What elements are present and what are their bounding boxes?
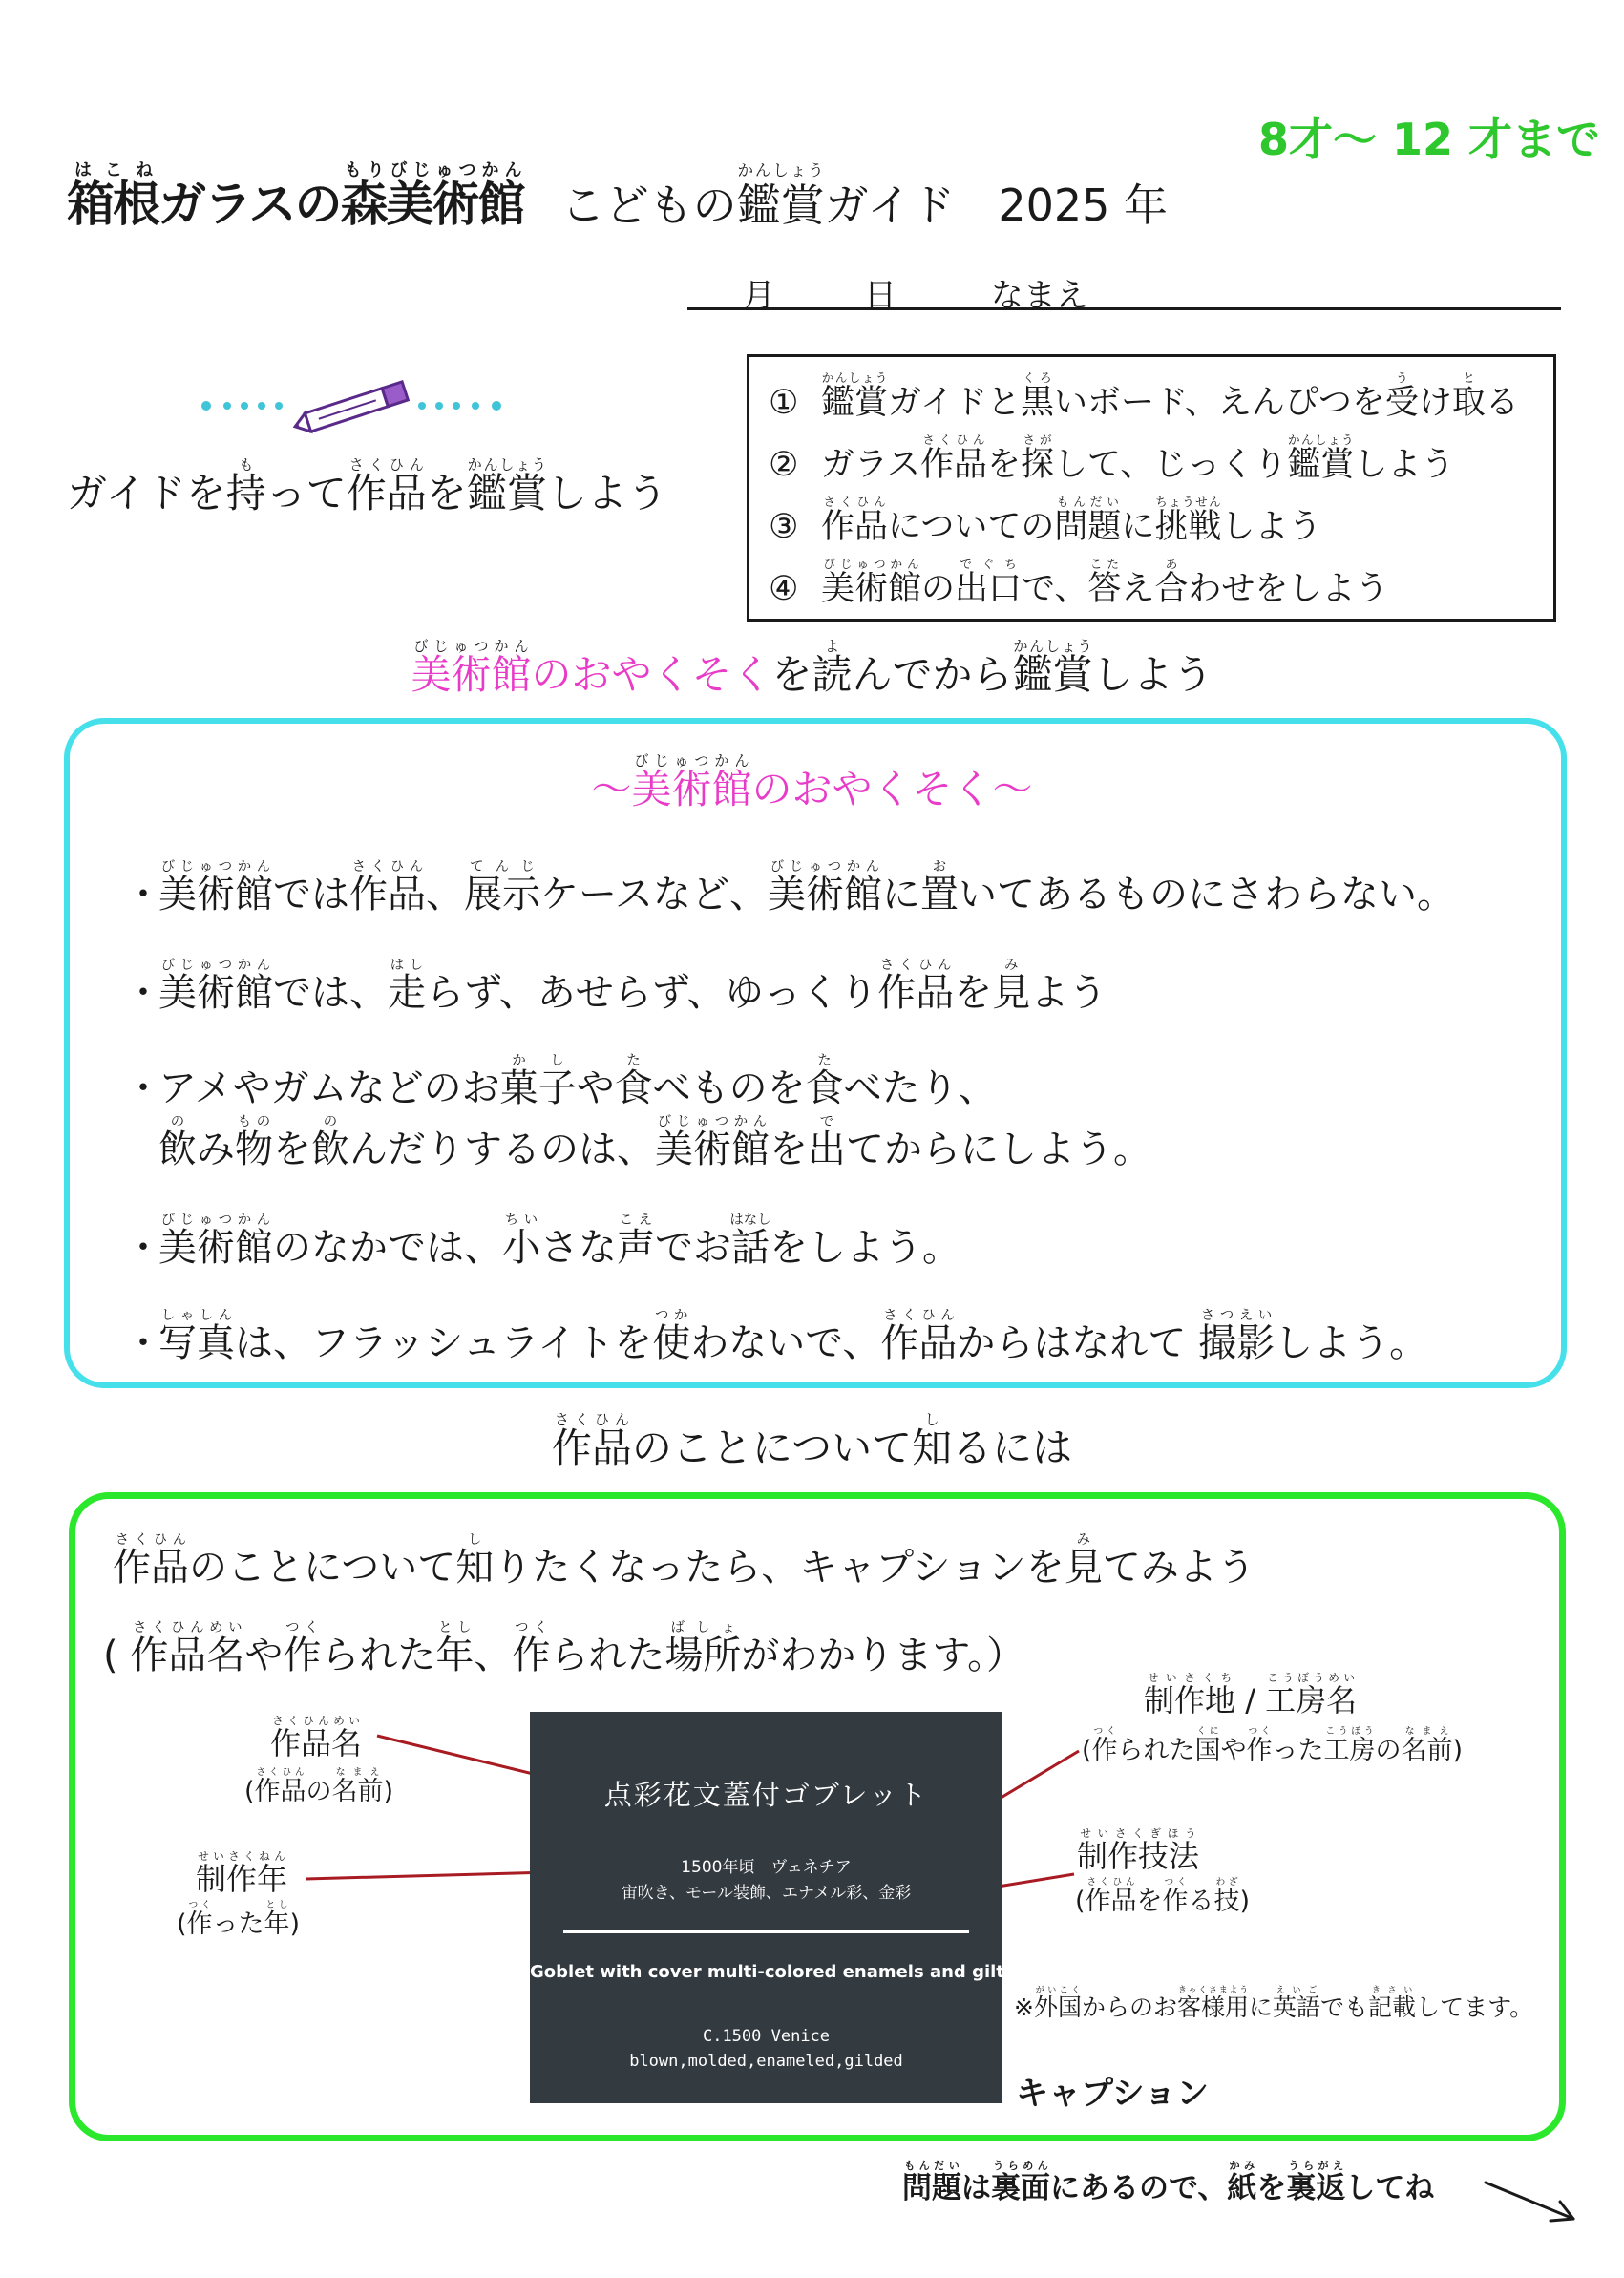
rule-item: ・美術館びじゅつかんのなかでは、小ちいさな声こえでお話はなしをしよう。 bbox=[124, 1213, 960, 1270]
rule-item: ・写真しゃしんは、フラッシュライトを使つかわないで、作品さくひんからはなれて 撮影さつえいしよう。 bbox=[124, 1308, 1428, 1365]
step-3: ③ 作品さくひんについての問題もんだいに挑戦ちょうせんしよう bbox=[769, 495, 1322, 546]
know-heading: 作品さくひんのことについて知しるには bbox=[551, 1411, 1073, 1471]
label-work-title: 作品名さくひんめい bbox=[270, 1714, 363, 1761]
month-label: 月 bbox=[743, 277, 775, 315]
plaque-divider bbox=[563, 1930, 969, 1933]
caption-intro: 作品さくひんのことについて知しりたくなったら、キャプションを見みてみよう bbox=[113, 1532, 1255, 1590]
label-year-sub: (作つくった年とし) bbox=[177, 1900, 301, 1939]
step-2: ② ガラス作品さくひんを探さがして、じっくり鑑賞かんしょうしよう bbox=[769, 432, 1455, 484]
hold-guide-text: ガイドを持もって作品さくひんを鑑賞かんしょうしよう bbox=[67, 456, 667, 517]
rule-item: ・アメやガムなどのお菓子かしや食たべものを食たべたり、 bbox=[124, 1053, 997, 1110]
plaque-title-jp: 点彩花文蓋付ゴブレット bbox=[603, 1779, 929, 1811]
rule-item: ・美術館びじゅつかんでは作品さくひん、展示てんじケースなど、美術館びじゅつかんに置おいてあるものにさわらない。 bbox=[124, 859, 1455, 917]
plaque-date-place-jp: 1500年頃 ヴェネチア bbox=[681, 1858, 852, 1877]
museum-name: 箱根はこねガラスの森もり美術館びじゅつかん bbox=[67, 160, 524, 232]
arrow-right-icon bbox=[1482, 2177, 1582, 2229]
rules-box-title: 〜美術館びじゅつかんのおやくそく〜 bbox=[591, 752, 1033, 812]
label-place: 制作地せいさくち / 工房名こうぼうめい bbox=[1144, 1671, 1358, 1719]
guide-year: 2025 年 bbox=[998, 179, 1169, 231]
label-work-title-sub: (作品さくひんの名前なまえ) bbox=[244, 1767, 394, 1806]
rule-item: ・美術館びじゅつかんでは、走はしらず、あせらず、ゆっくり作品さくひんを見みよう bbox=[124, 958, 1107, 1015]
plaque-title-en: Goblet with cover multi-colored enamels and gilt bbox=[530, 1962, 1004, 1982]
label-technique-sub: (作品さくひんを作つくる技わざ) bbox=[1075, 1877, 1251, 1916]
step-4: ④ 美術館びじゅつかんの出口でぐちで、答こたえ合あわせをしよう bbox=[769, 557, 1389, 608]
label-technique: 制作技法せいさくぎほう bbox=[1077, 1826, 1200, 1874]
guide-title: こどもの鑑賞かんしょうガイド bbox=[560, 161, 956, 231]
plaque-date-place-en: C.1500 Venice bbox=[702, 2027, 831, 2046]
name-label: なまえ bbox=[991, 277, 1088, 315]
caption-label: キャプション bbox=[1016, 2075, 1209, 2113]
age-range: 8才〜 12 才まで bbox=[1258, 114, 1601, 165]
rule-item: 飲のみ物ものを飲のんだりするのは、美術館びじゅつかんを出でてからにしよう。 bbox=[158, 1114, 1151, 1171]
step-1: ① 鑑賞かんしょうガイドと黒くろいボード、えんぴつを受うけ取とる bbox=[769, 370, 1519, 422]
back-side-note: 問題もんだいは裏面うらめんにあるので、紙かみを裏返うらがえしてね bbox=[902, 2160, 1435, 2205]
day-label: 日 bbox=[864, 277, 896, 315]
caption-note: ( 作品名さくひんめいや作つくられた年とし、作つくられた場所ばしょがわかります。） bbox=[103, 1620, 1025, 1677]
rules-heading: 美術館びじゅつかんのおやくそくを読よんでから鑑賞かんしょうしよう bbox=[411, 638, 1213, 698]
plaque-technique-jp: 宙吹き、モール装飾、エナメル彩、金彩 bbox=[621, 1884, 912, 1903]
foreign-note: ※外国がいこくからのお客様用きゃくさまように英語えいごでも記載きさいしてます。 bbox=[1014, 1986, 1534, 2021]
caption-plaque bbox=[530, 1712, 1002, 2103]
plaque-technique-en: blown,molded,enameled,gilded bbox=[629, 2052, 903, 2071]
label-place-sub: (作つくられた国くにや作つくった工房こうぼうの名前なまえ) bbox=[1082, 1726, 1464, 1765]
label-year: 制作年せいさくねん bbox=[196, 1849, 288, 1897]
